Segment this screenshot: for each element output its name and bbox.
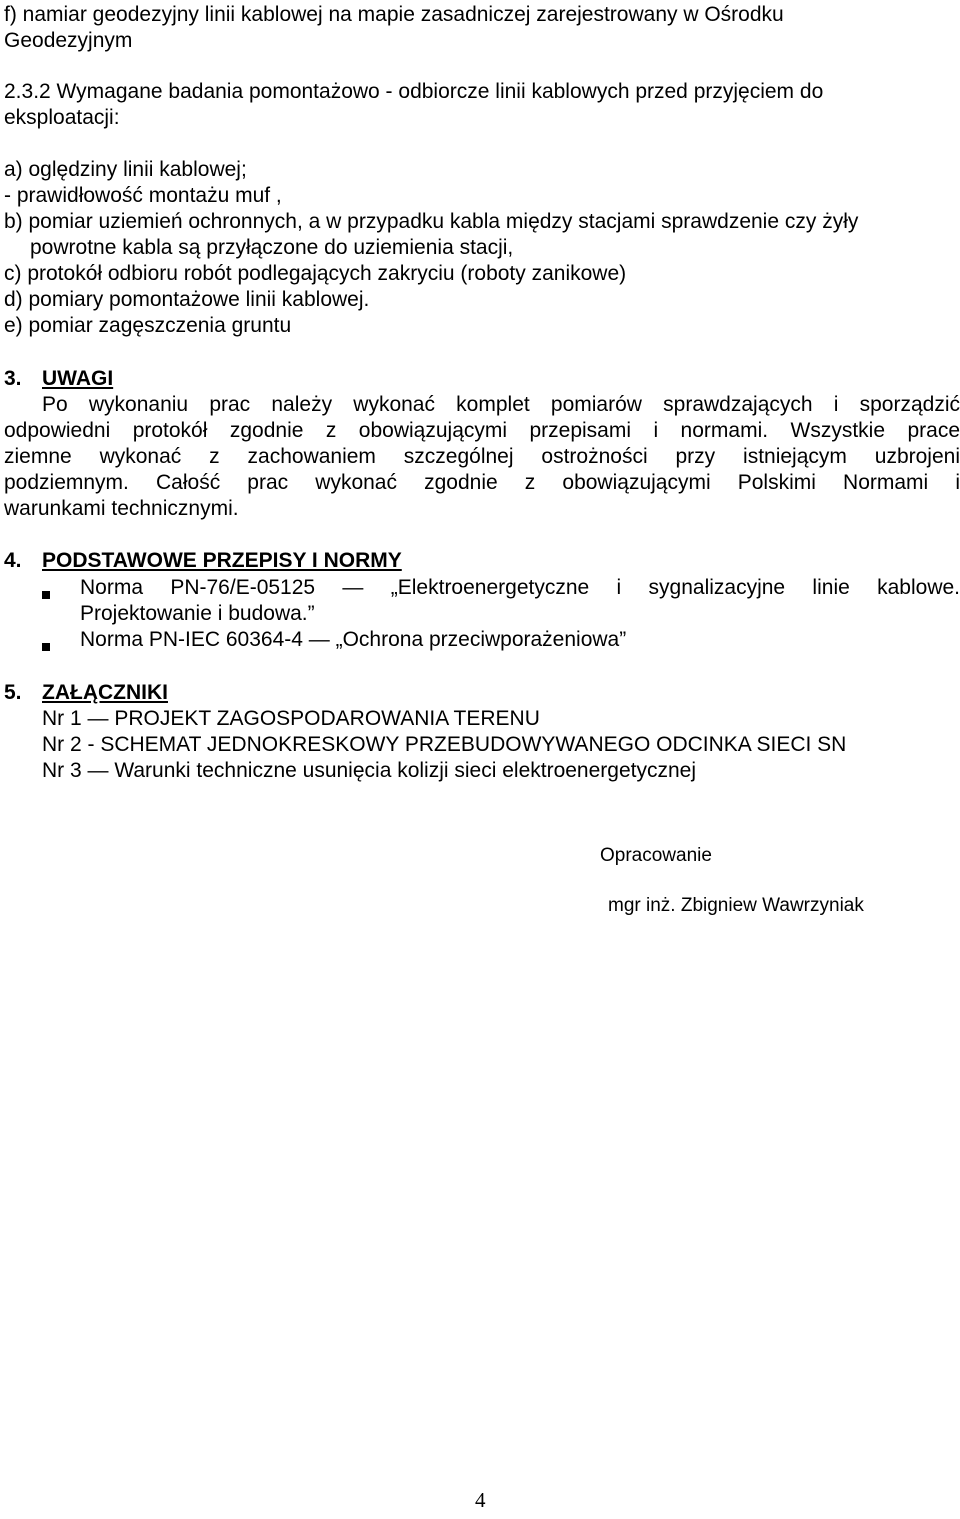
section-5-number: 5.	[4, 681, 22, 704]
list-item: b) pomiar uziemień ochronnych, a w przypadku kabla między stacjami sprawdzenie czy żyły	[4, 210, 859, 233]
signature-label: Opracowanie	[600, 845, 712, 866]
section-4-number: 4.	[4, 549, 22, 572]
section-3-para-line2: odpowiedni protokół zgodnie z obowiązującymi przepisami i normami. Wszystkie prace	[4, 419, 960, 442]
norm-1-line1: Norma PN-76/E-05125 — „Elektroenergetyczne i sygnalizacyjne linie kablowe.	[80, 576, 960, 599]
attachment-item: Nr 2 - SCHEMAT JEDNOKRESKOWY PRZEBUDOWYWANEGO ODCINKA SIECI SN	[42, 733, 847, 756]
section-3-para-line1: Po wykonaniu prac należy wykonać komplet pomiarów sprawdzających i sporządzić	[42, 393, 960, 416]
section-f-line1: f) namiar geodezyjny linii kablowej na mapie zasadniczej zarejestrowany w Ośrodku	[4, 3, 784, 26]
norm-1-line2: Projektowanie i budowa.”	[80, 602, 315, 625]
list-item: e) pomiar zagęszczenia gruntu	[4, 314, 292, 337]
list-item: d) pomiary pomontażowe linii kablowej.	[4, 288, 370, 311]
section-3-para-line3: ziemne wykonać z zachowaniem szczególnej ostrożności przy istniejącym uzbrojeni	[4, 445, 960, 468]
bullet-icon	[42, 591, 50, 599]
list-item: powrotne kabla są przyłączone do uziemienia stacji,	[30, 236, 514, 259]
section-3-para-line5: warunkami technicznymi.	[4, 497, 239, 520]
section-3-title: UWAGI	[42, 367, 114, 390]
bullet-icon	[42, 643, 50, 651]
section-3-para-line4: podziemnym. Całość prac wykonać zgodnie z obowiązującymi Polskimi Normami i	[4, 471, 960, 494]
section-5-title: ZAŁĄCZNIKI	[42, 681, 168, 704]
section-232-heading-line2: eksploatacji:	[4, 106, 120, 129]
signature-author: mgr inż. Zbigniew Wawrzyniak	[608, 895, 864, 916]
section-f-line2: Geodezyjnym	[4, 29, 133, 52]
attachment-item: Nr 3 — Warunki techniczne usunięcia kolizji sieci elektroenergetycznej	[42, 759, 697, 782]
section-232-heading-text: 2.3.2 Wymagane badania pomontażowo - odbiorcze linii kablowych przed przyjęciem do	[4, 80, 824, 103]
section-232-heading-line1	[4, 79, 960, 105]
list-item: a) oględziny linii kablowej;	[4, 158, 247, 181]
page-number: 4	[475, 1488, 486, 1512]
list-item: c) protokół odbioru robót podlegających zakryciu (roboty zanikowe)	[4, 262, 627, 285]
norm-2-line1: Norma PN-IEC 60364-4 — „Ochrona przeciwporażeniowa”	[80, 628, 627, 651]
section-4-title: PODSTAWOWE PRZEPISY I NORMY	[42, 549, 402, 572]
attachment-item: Nr 1 — PROJEKT ZAGOSPODAROWANIA TERENU	[42, 707, 540, 730]
list-item: - prawidłowość montażu muf ,	[4, 184, 282, 207]
section-3-number: 3.	[4, 367, 22, 390]
